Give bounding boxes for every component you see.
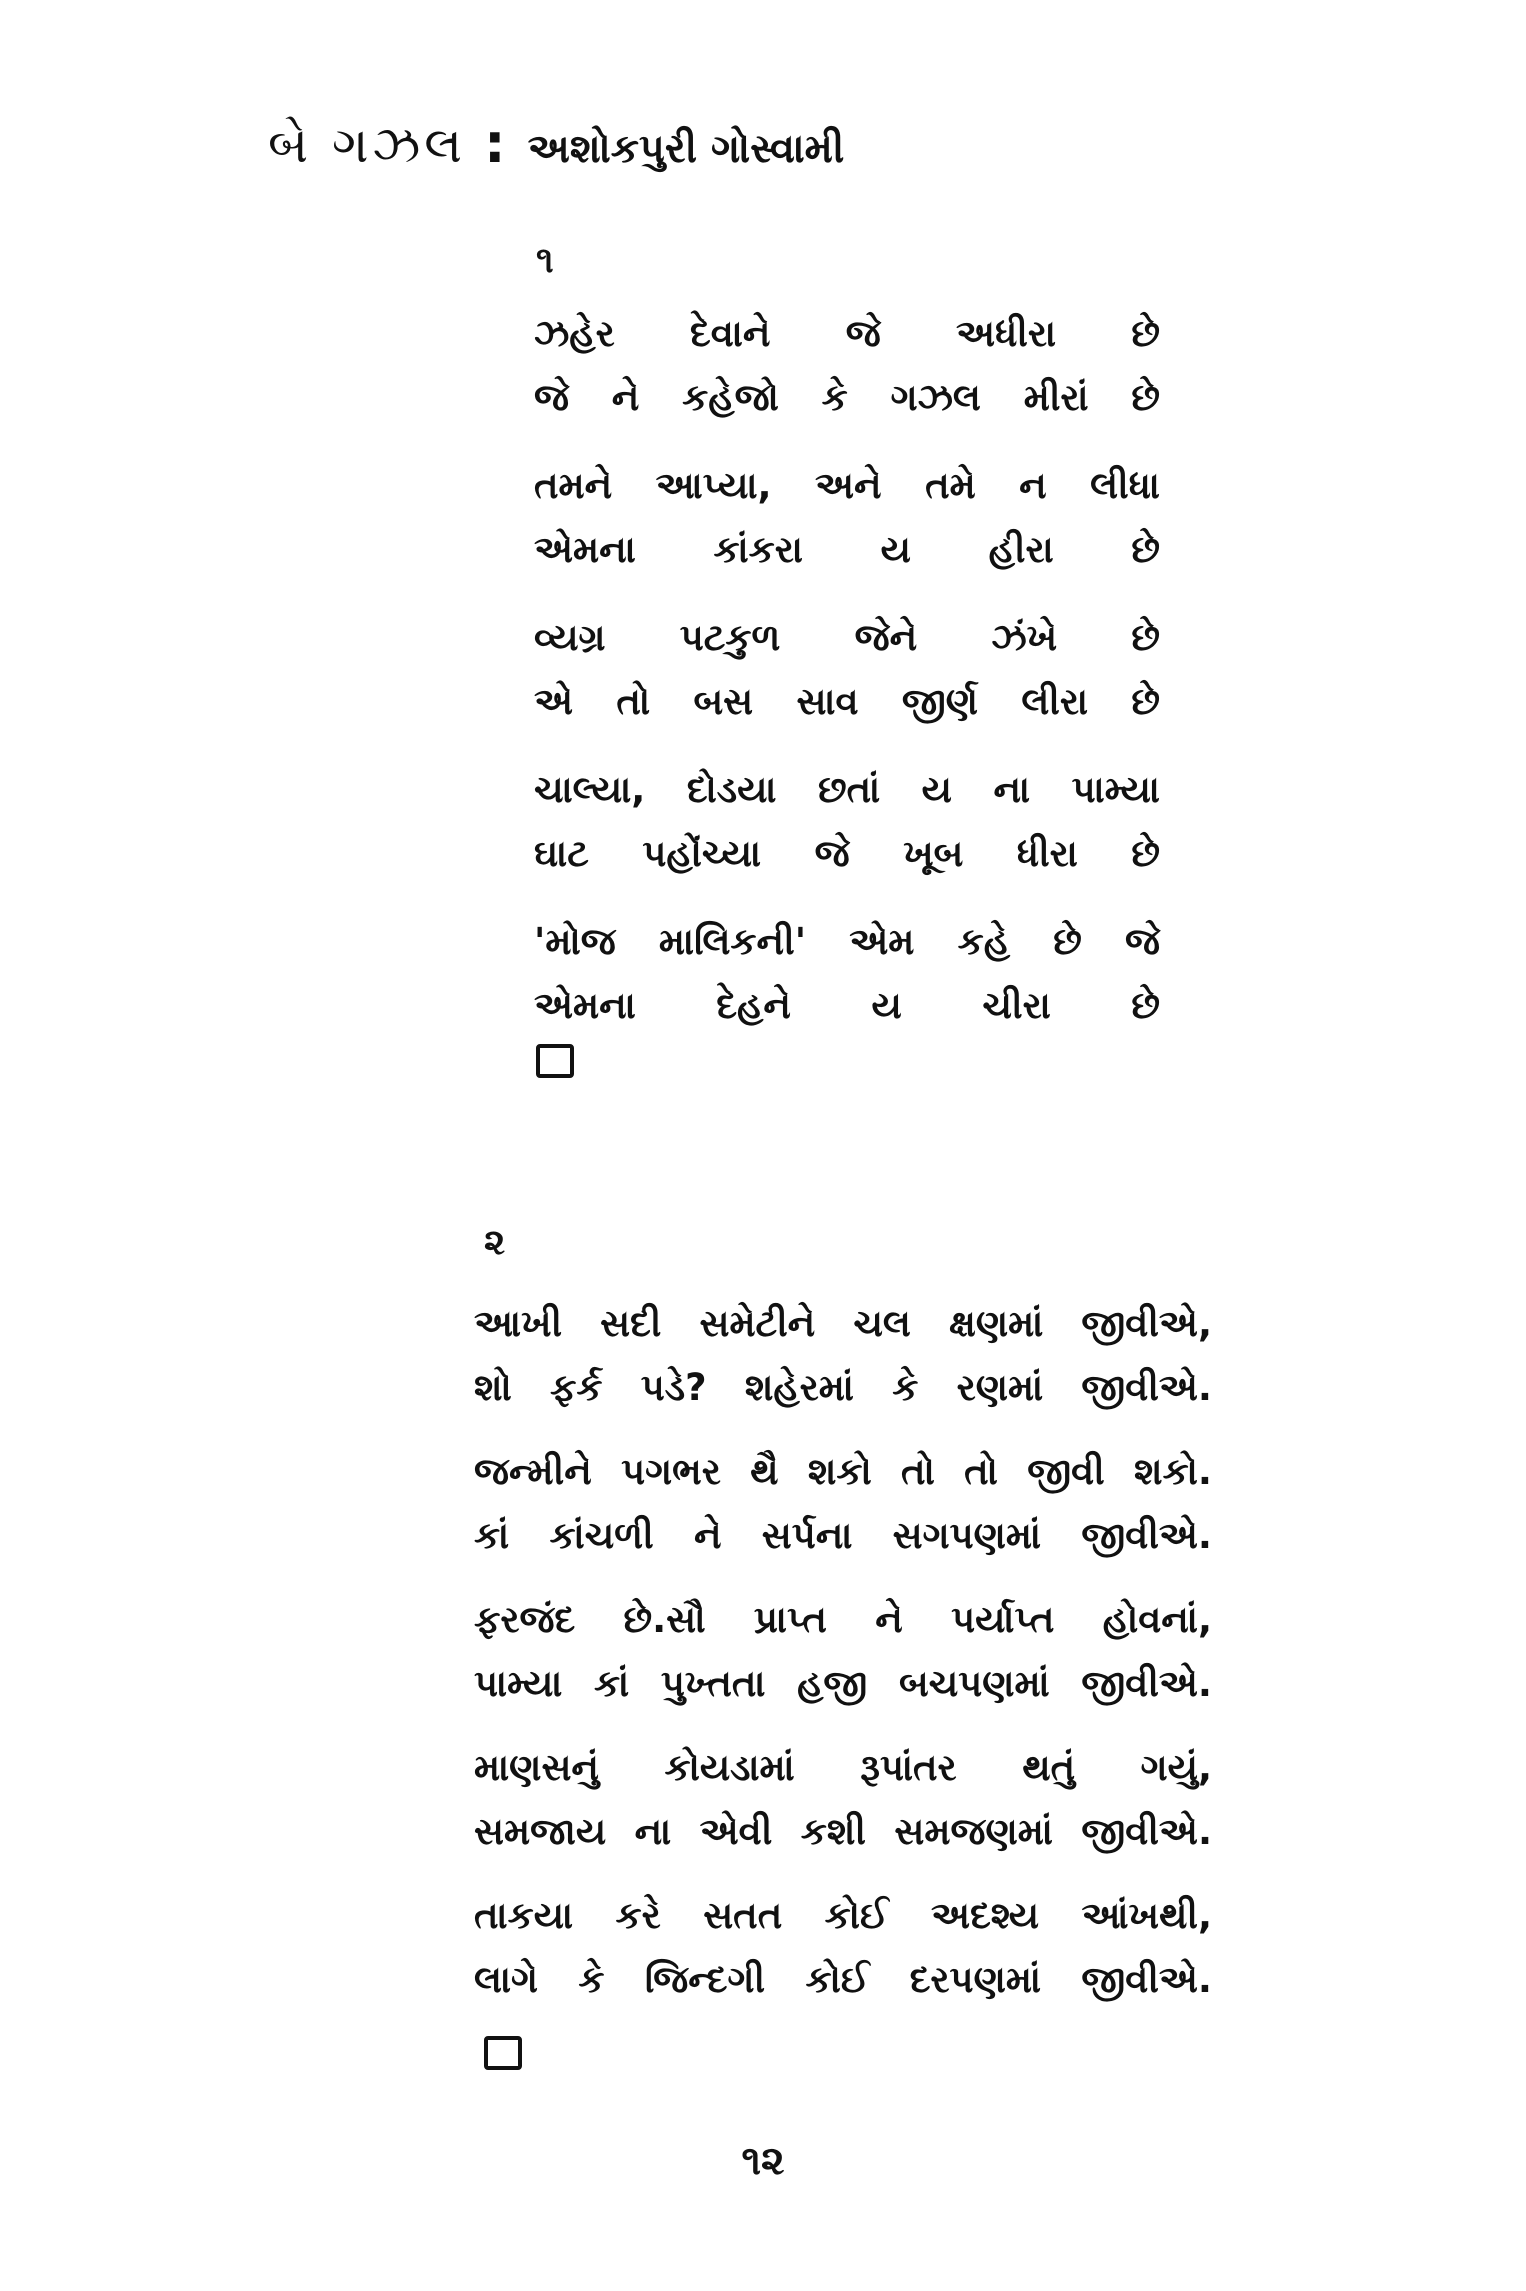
stanza xyxy=(474,1736,1212,1864)
stanza xyxy=(534,606,1160,734)
end-mark-icon xyxy=(536,1044,574,1078)
poem-line: પામ્યા કાં પુખ્તતા હજી બચપણમાં જીવીએ. xyxy=(474,1662,1212,1705)
poem-line: લાગે કે જિન્દગી કોઈ દરપણમાં જીવીએ. xyxy=(474,1958,1212,2001)
stanza xyxy=(474,1292,1212,1420)
poem-1 xyxy=(534,302,1160,1062)
poem-line: એ તો બસ સાવ જીર્ણ લીરા છે xyxy=(534,680,1160,723)
poem-line: વ્યગ્ર પટકુળ જેને ઝંખે છે xyxy=(534,616,1160,659)
poem-line: તમને આપ્યા, અને તમે ન લીધા xyxy=(534,464,1160,507)
stanza xyxy=(474,1884,1212,2012)
poem-2 xyxy=(474,1292,1212,2032)
poem-line: ચાલ્યા, દોડયા છતાં ય ના પામ્યા xyxy=(534,768,1160,811)
stanza xyxy=(474,1588,1212,1716)
poem-line: જે ને કહેજો કે ગઝલ મીરાં છે xyxy=(534,376,1160,419)
author-name: અશોકપુરી ગોસ્વામી xyxy=(527,126,845,172)
stanza xyxy=(534,910,1160,1038)
poem-line: કાં કાંચળી ને સર્પના સગપણમાં જીવીએ. xyxy=(474,1514,1212,1557)
page-number: ૧૨ xyxy=(741,2138,785,2184)
heading-separator: : xyxy=(484,112,506,175)
stanza xyxy=(474,1440,1212,1568)
poem-line: સમજાય ના એવી કશી સમજણમાં જીવીએ. xyxy=(474,1810,1212,1853)
stanza xyxy=(534,758,1160,886)
page-heading xyxy=(268,112,844,175)
poem-line: એમના કાંકરા ય હીરા છે xyxy=(534,528,1160,571)
poem-line: ઘાટ પહોંચ્યા જે ખૂબ ધીરા છે xyxy=(534,832,1160,875)
poem-line: એમના દેહને ય ચીરા છે xyxy=(534,984,1160,1027)
poem-line: માણસનું કોયડામાં રૂપાંતર થતું ગયું, xyxy=(474,1746,1212,1789)
poem-number: ૧ xyxy=(536,240,554,281)
poem-number: ૨ xyxy=(484,1222,506,1263)
poem-line: જન્મીને પગભર થૈ શકો તો તો જીવી શકો. xyxy=(474,1450,1212,1493)
poem-line: આખી સદી સમેટીને ચલ ક્ષણમાં જીવીએ, xyxy=(474,1302,1212,1345)
poem-line: તાકયા કરે સતત કોઈ અદશ્ય આંખથી, xyxy=(474,1894,1212,1937)
poem-line: 'મોજ માલિકની' એમ કહે છે જે xyxy=(534,920,1160,963)
poem-line: શો ફર્ક પડે? શહેરમાં કે રણમાં જીવીએ. xyxy=(474,1366,1212,1409)
end-mark-icon xyxy=(484,2036,522,2070)
stanza xyxy=(534,302,1160,430)
poem-line: ફરજંદ છે.સૌ પ્રાપ્ત ને પર્યાપ્ત હોવનાં, xyxy=(474,1598,1212,1641)
heading-title: બે ગઝલ xyxy=(268,116,467,174)
stanza xyxy=(534,454,1160,582)
poem-line: ઝહેર દેવાને જે અધીરા છે xyxy=(534,312,1160,355)
